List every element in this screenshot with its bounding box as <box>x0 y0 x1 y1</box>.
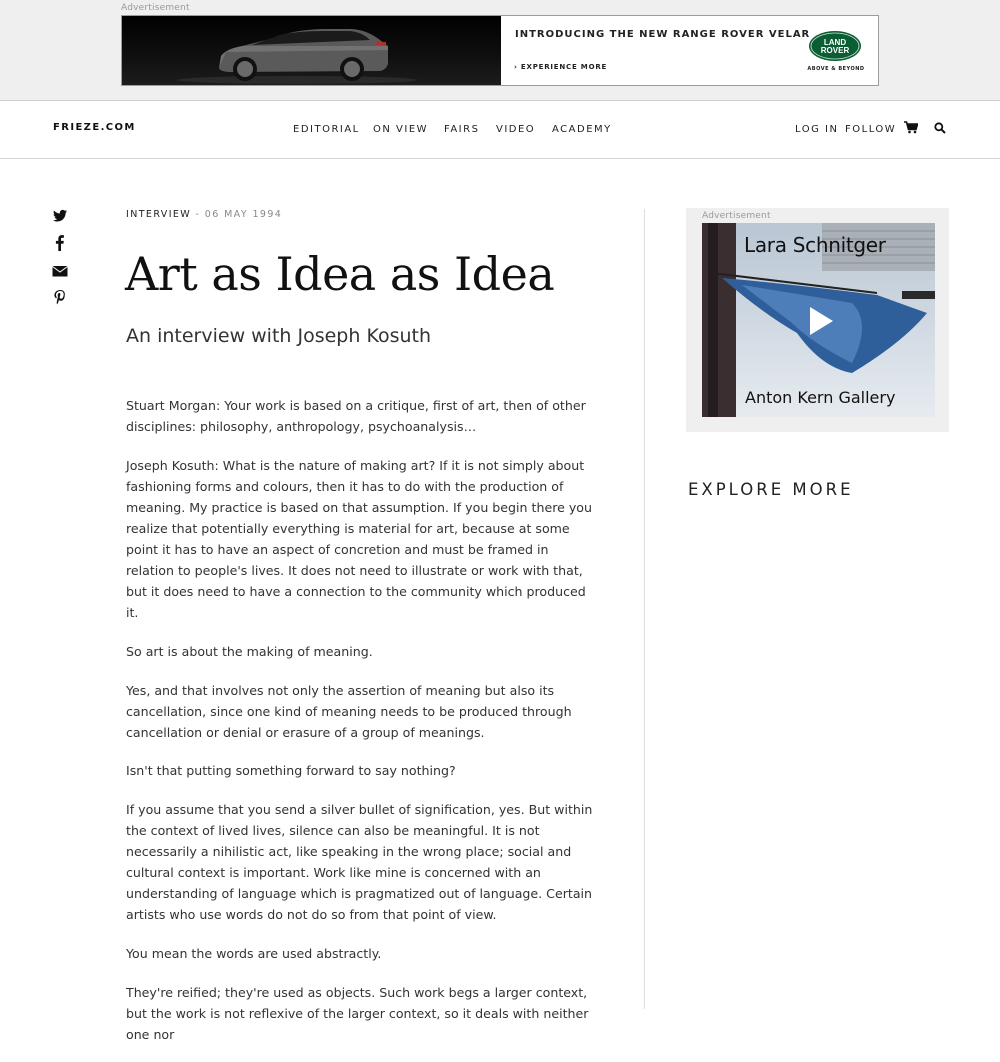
site-header <box>0 101 1000 159</box>
top-ad-band <box>0 0 1000 101</box>
ad-label: Advertisement <box>121 3 190 13</box>
paragraph: Joseph Kosuth: What is the nature of making art? If it is not simply about fashioning forms and colours, then it has to do with the production of meaning. My practice is based on that assumption. If you begin there you realize that potentially everything is material for art, because at some point it has to have an aspect of concretion and must be framed in relation to people's lives. It does not need to illustrate or work with that, but it does need to have a connection to the community which produced it. <box>126 457 592 621</box>
ad-cta-link[interactable]: › EXPERIENCE MORE <box>514 63 608 71</box>
ad-tagline: ABOVE & BEYOND <box>807 66 865 72</box>
article-subtitle: An interview with Joseph Kosuth <box>126 325 432 347</box>
paragraph: Yes, and that involves not only the assertion of meaning but also its cancellation, since one kind of meaning needs to be produced through cancellation or denial or erasure of a group of meanings. <box>126 682 572 740</box>
nav-on-view[interactable]: ON VIEW <box>373 124 429 135</box>
column-divider <box>644 209 645 1009</box>
article-category[interactable]: INTERVIEW <box>126 209 192 220</box>
paragraph: They're reified; they're used as objects. Such work begs a larger context, but the work is not reflexive of the larger context, so it deals with neither one nor <box>126 984 589 1042</box>
suv-silhouette <box>122 16 501 85</box>
search-icon[interactable] <box>934 122 946 134</box>
nav-video[interactable]: VIDEO <box>496 124 536 135</box>
nav-fairs[interactable]: FAIRS <box>444 124 480 135</box>
ad-headline: INTRODUCING THE NEW RANGE ROVER VELAR <box>515 29 811 40</box>
login-link[interactable]: LOG IN <box>795 124 839 135</box>
paragraph: Isn't that putting something forward to say nothing? <box>126 763 456 779</box>
paragraph: You mean the words are used abstractly. <box>126 945 382 961</box>
date-separator: - <box>191 209 205 220</box>
nav-editorial[interactable]: EDITORIAL <box>293 124 360 135</box>
land-rover-logo <box>808 30 862 62</box>
twitter-icon[interactable] <box>52 208 68 224</box>
site-logo[interactable]: FRIEZE.COM <box>53 122 136 133</box>
video-title: Lara Schnitger <box>744 233 886 257</box>
paragraph: If you assume that you send a silver bullet of signification, yes. But within the context of lived lives, silence can also be meaningful. It is not necessarily a nihilistic act, like speaking in the wrong place; social and cultural context is important. Work like mine is concerned with an understanding of language which is pragmatized out of language. Certain artists who use words do not do so from that point of view. <box>126 801 593 923</box>
facebook-icon[interactable] <box>52 235 68 251</box>
explore-more-heading: EXPLORE MORE <box>688 480 854 499</box>
cart-icon[interactable] <box>904 121 918 134</box>
nav-academy[interactable]: ACADEMY <box>552 124 612 135</box>
article-body <box>126 395 596 1062</box>
video-caption: Anton Kern Gallery <box>745 388 896 407</box>
follow-link[interactable]: FOLLOW <box>845 124 897 135</box>
article-date: 06 MAY 1994 <box>204 209 283 220</box>
pinterest-icon[interactable] <box>52 289 68 305</box>
paragraph: So art is about the making of meaning. <box>126 643 373 659</box>
ad-banner[interactable] <box>121 15 879 86</box>
paragraph: Stuart Morgan: Your work is based on a critique, first of art, then of other disciplines: philosophy, anthropology, psychoanalysis… <box>126 398 586 435</box>
article-title: Art as Idea as Idea <box>125 247 555 301</box>
sidebar-ad-label: Advertisement <box>702 211 771 221</box>
ad-cta-label: EXPERIENCE MORE <box>520 63 608 71</box>
brand-line1: LAND <box>823 38 847 47</box>
car-image <box>122 16 501 85</box>
article-kicker <box>126 209 282 220</box>
email-icon[interactable] <box>52 263 68 279</box>
brand-line2: ROVER <box>820 46 850 55</box>
